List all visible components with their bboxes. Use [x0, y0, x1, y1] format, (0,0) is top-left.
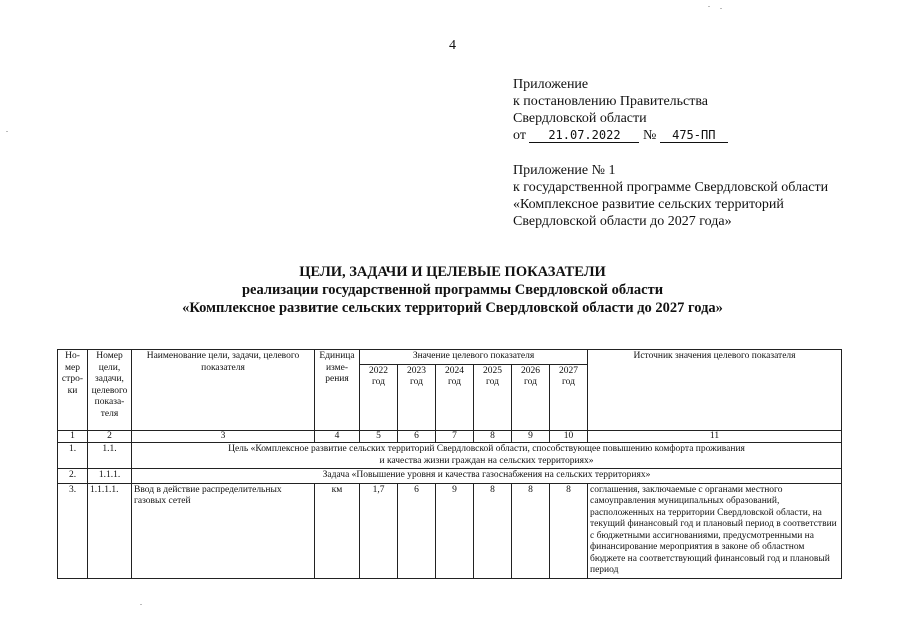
title-line-3: «Комплексное развитие сельских территорий Свердловской области до 2027 года»	[182, 300, 723, 316]
appendix-date-line	[513, 127, 728, 144]
column-number: 2	[88, 430, 132, 443]
goal-row	[58, 443, 842, 469]
scan-speck	[720, 8, 722, 9]
row-number: 1.	[58, 443, 88, 469]
header-year: 2026 год	[512, 364, 550, 430]
indicator-value-2024: 9	[436, 483, 474, 578]
indicator-value-2023: 6	[398, 483, 436, 578]
appendix-number: Приложение № 1	[513, 163, 616, 178]
appendix-label: Приложение	[513, 77, 589, 92]
document-title	[0, 263, 905, 317]
task-code: 1.1.1.	[88, 469, 132, 484]
appendix-government-resolution	[513, 76, 728, 144]
column-number: 6	[398, 430, 436, 443]
indicator-source: соглашения, заключаемые с органами местного самоуправления муниципальных образований, расположенных на территории Свердловской области, на текущий финансовый год и плановый период в соответствии с бюджетными ассигнованиями, предусмотренными на финансирование мероприятия в законе об областном бюджете на соответствующий финансовый год и плановый период	[588, 483, 842, 578]
appendix-reference: к постановлению Правительства	[513, 94, 709, 109]
column-number: 5	[360, 430, 398, 443]
indicator-unit: км	[315, 483, 360, 578]
page-number: 4	[449, 38, 456, 53]
title-line-1: ЦЕЛИ, ЗАДАЧИ И ЦЕЛЕВЫЕ ПОКАЗАТЕЛИ	[299, 264, 606, 280]
indicator-row	[58, 483, 842, 578]
column-number: 4	[315, 430, 360, 443]
indicator-value-2027: 8	[550, 483, 588, 578]
indicator-name: Ввод в действие распределительных газовых сетей	[132, 483, 315, 578]
indicator-value-2022: 1,7	[360, 483, 398, 578]
appendix-state-program	[513, 162, 828, 230]
header-row-number: Но-мер стро-ки	[58, 350, 88, 431]
resolution-number: 475-ПП	[660, 128, 728, 143]
column-number: 1	[58, 430, 88, 443]
title-line-2: реализации государственной программы Свердловской области	[241, 282, 664, 298]
task-row	[58, 469, 842, 484]
appendix-program-name: «Комплексное развитие сельских территорий	[513, 197, 784, 212]
header-year: 2024 год	[436, 364, 474, 430]
goal-text	[132, 443, 842, 469]
scan-speck	[6, 131, 8, 132]
header-source: Источник значения целевого показателя	[588, 350, 842, 431]
header-year: 2023 год	[398, 364, 436, 430]
header-unit: Единица изме-рения	[315, 350, 360, 431]
header-year: 2025 год	[474, 364, 512, 430]
row-number: 2.	[58, 469, 88, 484]
column-number-row	[58, 430, 842, 443]
header-name: Наименование цели, задачи, целевого показателя	[132, 350, 315, 431]
resolution-date: 21.07.2022	[529, 128, 639, 143]
task-text: Задача «Повышение уровня и качества газоснабжения на сельских территориях»	[132, 469, 842, 484]
number-prefix: №	[642, 128, 657, 143]
indicator-code: 1.1.1.1.	[88, 483, 132, 578]
header-year: 2027 год	[550, 364, 588, 430]
header-values: Значение целевого показателя	[360, 350, 588, 365]
scan-speck	[140, 604, 142, 605]
scan-speck	[708, 6, 710, 7]
column-number: 10	[550, 430, 588, 443]
row-number: 3.	[58, 483, 88, 578]
column-number: 9	[512, 430, 550, 443]
goal-code: 1.1.	[88, 443, 132, 469]
goal-text-line-2: и качества жизни граждан на сельских территориях»	[379, 455, 594, 466]
column-number: 7	[436, 430, 474, 443]
appendix-program-name-cont: Свердловской области до 2027 года»	[513, 214, 732, 229]
targets-table	[57, 349, 842, 579]
indicator-value-2025: 8	[474, 483, 512, 578]
column-number: 8	[474, 430, 512, 443]
appendix-region: Свердловской области	[513, 111, 647, 126]
table-header-row	[58, 350, 842, 365]
header-year: 2022 год	[360, 364, 398, 430]
column-number: 11	[588, 430, 842, 443]
appendix-program-reference: к государственной программе Свердловской области	[513, 180, 829, 195]
indicator-value-2026: 8	[512, 483, 550, 578]
date-prefix: от	[513, 128, 526, 143]
column-number: 3	[132, 430, 315, 443]
header-goal-number: Номер цели, задачи, целевого показа-теля	[88, 350, 132, 431]
goal-text-line-1: Цель «Комплексное развитие сельских территорий Свердловской области, способствующее повышению комфорта проживания	[228, 444, 745, 454]
